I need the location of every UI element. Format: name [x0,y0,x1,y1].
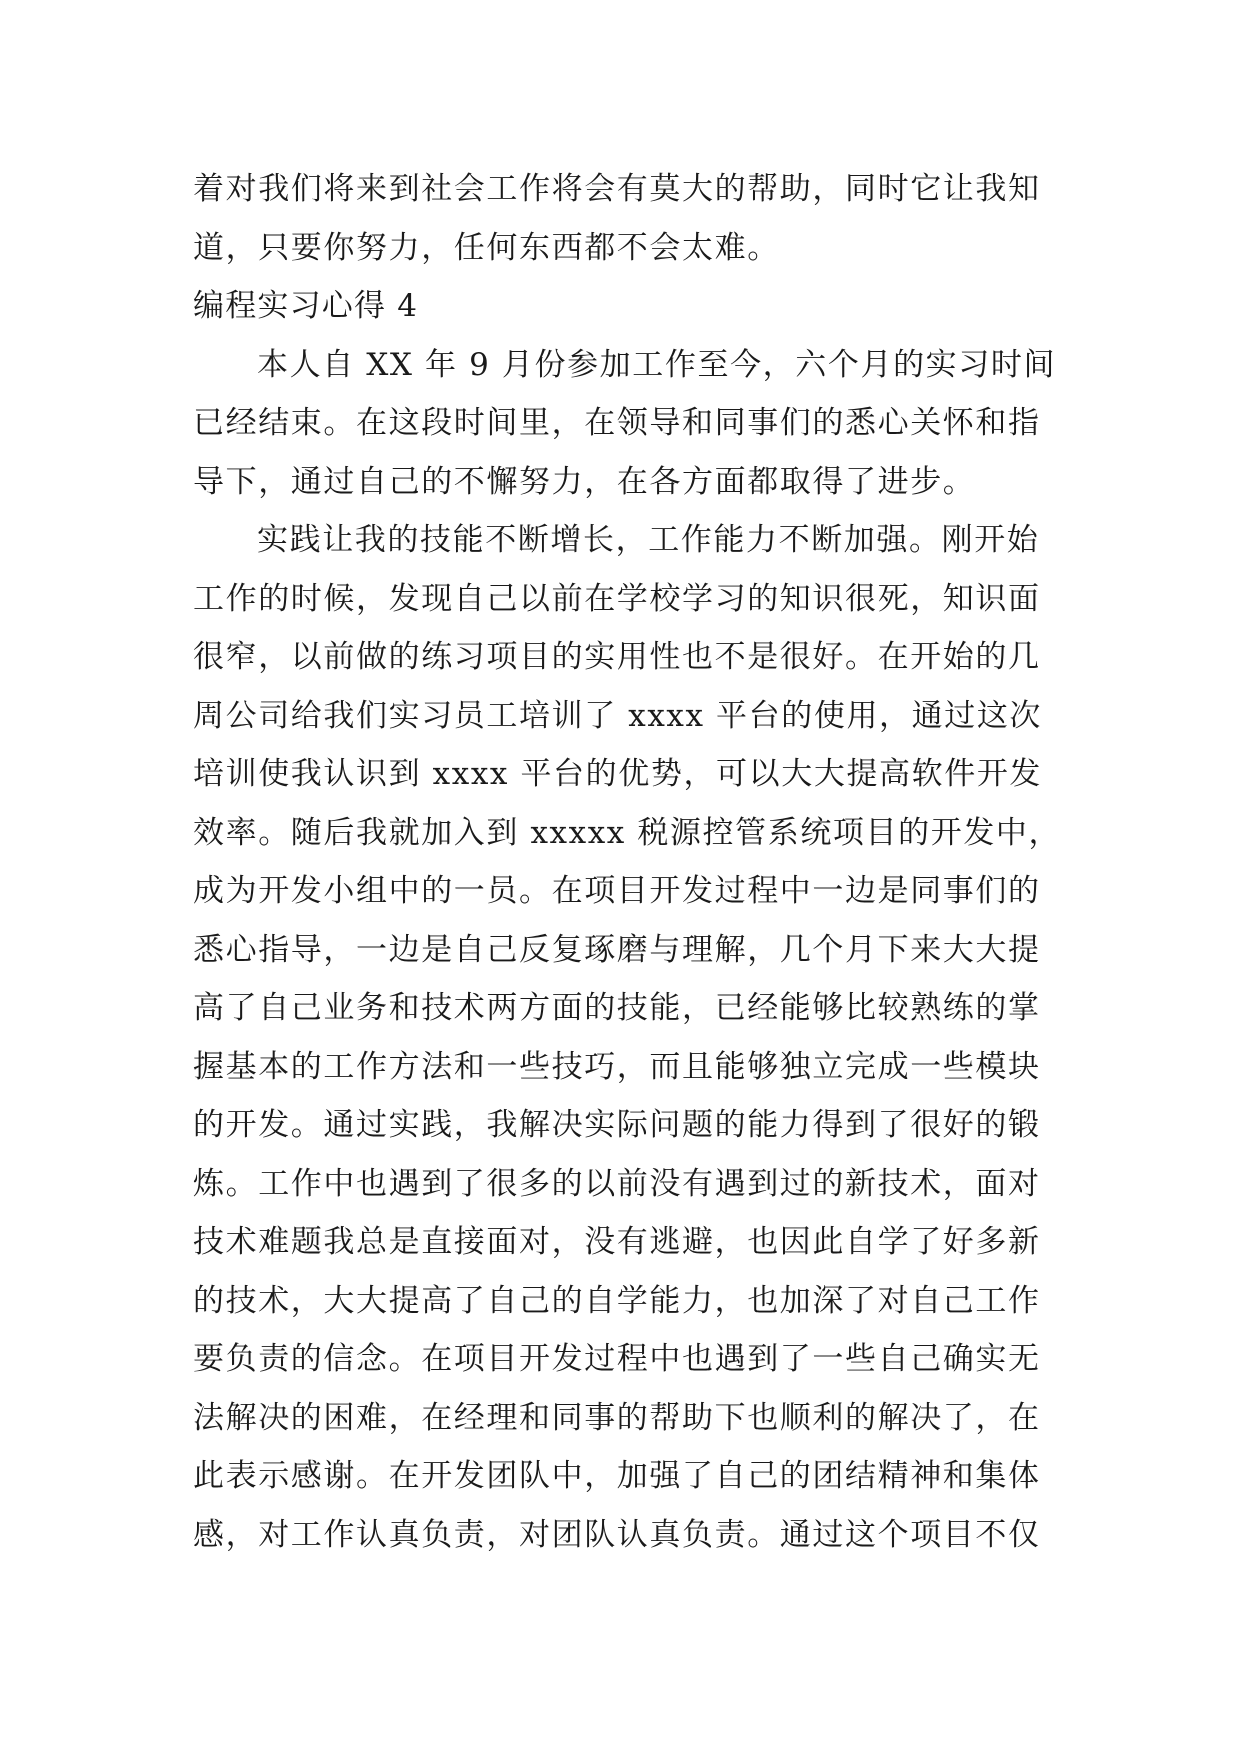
body-text-line: 周公司给我们实习员工培训了 xxxx 平台的使用，通过这次 [193,697,1043,734]
body-text-line: 高了自己业务和技术两方面的技能，已经能够比较熟练的掌 [193,990,1041,1026]
body-text-line: 的技术，大大提高了自己的自学能力，也加深了对自己工作 [193,1282,1041,1319]
body-text-line: 道，只要你努力，任何东西都不会太难。 [193,229,780,266]
body-text-line: 效率。随后我就加入到 xxxxx 税源控管系统项目的开发中， [193,814,1062,851]
body-text-line: 此表示感谢。在开发团队中，加强了自己的团结精神和集体 [193,1458,1041,1494]
body-text-line: 悉心指导，一边是自己反复琢磨与理解，几个月下来大大提 [193,931,1041,968]
body-text-line: 已经结束。在这段时间里，在领导和同事们的悉心关怀和指 [193,405,1041,441]
paragraph-first-line: 本人自 XX 年 9 月份参加工作至今，六个月的实习时间 [257,346,1057,383]
section-heading: 编程实习心得 4 [193,288,419,324]
paragraph-first-line: 实践让我的技能不断增长，工作能力不断加强。刚开始 [257,522,1040,558]
body-text-line: 培训使我认识到 xxxx 平台的优势，可以大大提高软件开发 [193,756,1043,792]
body-text-line: 要负责的信念。在项目开发过程中也遇到了一些自己确实无 [193,1341,1041,1377]
body-text-line: 技术难题我总是直接面对，没有逃避，也因此自学了好多新 [193,1224,1041,1260]
body-text-line: 握基本的工作方法和一些技巧，而且能够独立完成一些模块 [193,1048,1041,1085]
body-text-line: 着对我们将来到社会工作将会有莫大的帮助，同时它让我知 [193,171,1041,207]
document-body [193,160,1062,1564]
body-text-line: 的开发。通过实践，我解决实际问题的能力得到了很好的锻 [193,1107,1041,1143]
body-text-line: 炼。工作中也遇到了很多的以前没有遇到过的新技术，面对 [193,1165,1041,1202]
body-text-line: 成为开发小组中的一员。在项目开发过程中一边是同事们的 [193,873,1041,909]
body-text-line: 很窄，以前做的练习项目的实用性也不是很好。在开始的几 [193,639,1041,675]
body-text-line: 导下，通过自己的不懈努力，在各方面都取得了进步。 [193,463,976,500]
body-text-line: 法解决的困难，在经理和同事的帮助下也顺利的解决了，在 [193,1399,1041,1436]
body-text-line: 感，对工作认真负责，对团队认真负责。通过这个项目不仅 [193,1516,1041,1553]
body-text-line: 工作的时候，发现自己以前在学校学习的知识很死，知识面 [193,580,1041,617]
